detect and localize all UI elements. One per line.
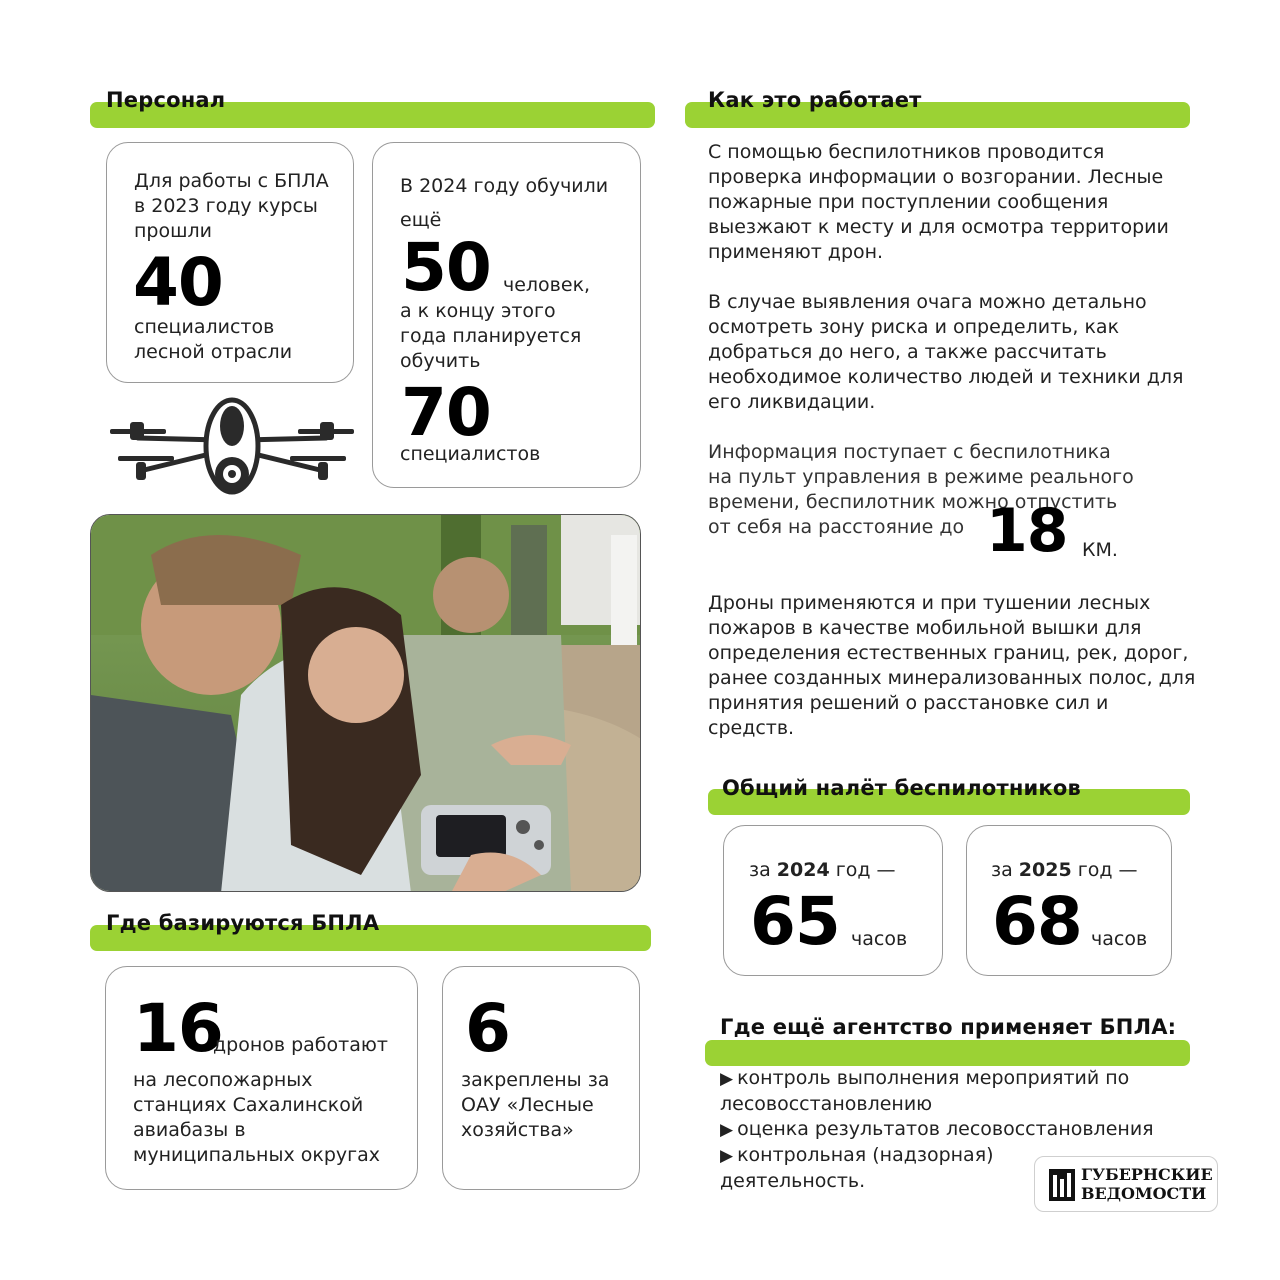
photo-drone-operators — [90, 514, 641, 892]
staff-2024-text-mid: а к концу этого года планируется обучить — [400, 300, 582, 372]
flight-2024-prefix: за — [749, 859, 771, 881]
bases-drones-number: 16 — [133, 990, 223, 1067]
staff-2024-unit: человек, — [503, 274, 591, 296]
bullet-triangle-icon: ▶ — [720, 1069, 734, 1089]
bases-drones-unit: дронов работают — [213, 1034, 388, 1056]
flight-2025-label — [991, 858, 1138, 883]
flight-header: Общий налёт беспилотников — [722, 776, 1082, 800]
staff-2023-text-bottom: специалистов лесной отрасли — [134, 316, 293, 363]
newspaper-logo-icon — [1049, 1169, 1075, 1201]
flight-2024-unit: часов — [851, 928, 908, 950]
newspaper-logo-text — [1081, 1165, 1213, 1203]
how-header: Как это работает — [708, 88, 922, 112]
newspaper-logo — [1034, 1156, 1218, 1212]
bases-drones-text: на лесопожарных станциях Сахалинской авиабазы в муниципальных округах — [133, 1069, 381, 1166]
distance-number: 18 — [986, 496, 1068, 566]
flight-2024-year: 2024 — [776, 859, 830, 881]
other-header-bar — [705, 1040, 1190, 1066]
other-list-item — [720, 1143, 1020, 1194]
bases-assigned-text: закреплены за ОАУ «Лесные хозяйства» — [461, 1069, 610, 1141]
other-header: Где ещё агентство применяет БПЛА: — [720, 1015, 1177, 1039]
distance-unit: КМ. — [1082, 539, 1118, 561]
how-p1-text: С помощью беспилотников проводится проверка информации о возгорании. Лесные пожарные при поступлении сообщения выезжают к месту и для осмотра территории применяют дрон. — [708, 141, 1169, 263]
bases-card-drones — [105, 966, 418, 1190]
other-list-item — [720, 1117, 1200, 1143]
logo-line-1: ГУБЕРНСКИЕ — [1081, 1165, 1213, 1184]
bullet-triangle-icon: ▶ — [720, 1146, 734, 1166]
staff-2024-number-50: 50 — [401, 229, 491, 306]
flight-2024-label — [749, 858, 896, 883]
logo-line-2: ВЕДОМОСТИ — [1081, 1184, 1207, 1203]
staff-card-2024 — [372, 142, 641, 488]
how-paragraph-1 — [708, 140, 1200, 265]
how-paragraph-4 — [708, 591, 1200, 741]
other-item-text: оценка результатов лесовосстановления — [737, 1118, 1154, 1140]
staff-header: Персонал — [106, 88, 226, 112]
staff-2023-number: 40 — [133, 244, 223, 321]
bases-header: Где базируются БПЛА — [106, 911, 380, 935]
flight-2025-prefix: за — [991, 859, 1013, 881]
flight-2025-year: 2025 — [1018, 859, 1072, 881]
flight-2025-suffix: год — — [1077, 859, 1138, 881]
flight-2025-value: 68 — [992, 883, 1082, 960]
bases-card-assigned — [442, 966, 640, 1190]
how-p3-text: Информация поступает с беспилотника на пульт управления в режиме реального времени, беспилотник можно отпустить от себя на расстояние до — [708, 441, 1134, 538]
flight-card-2024 — [723, 825, 943, 976]
bullet-triangle-icon: ▶ — [720, 1120, 734, 1140]
flight-2025-unit: часов — [1091, 928, 1148, 950]
bases-assigned-number: 6 — [465, 990, 510, 1067]
staff-2023-text-top: Для работы с БПЛА в 2023 году курсы прошли — [134, 170, 329, 242]
drone-icon — [108, 396, 356, 500]
staff-2024-text-top: В 2024 году обучили ещё — [400, 175, 609, 231]
flight-2024-value: 65 — [750, 883, 840, 960]
other-item-text: контроль выполнения мероприятий по лесовосстановлению — [720, 1067, 1130, 1115]
staff-2024-number-70: 70 — [401, 374, 491, 451]
how-p4-text: Дроны применяются и при тушении лесных пожаров в качестве мобильной вышки для определения естественных границ, рек, дорог, ранее созданных минерализованных полос, для принятия решений о расстановке сил и средств. — [708, 592, 1196, 739]
other-item-text: контрольная (надзорная) деятельность. — [720, 1144, 994, 1192]
other-list-item — [720, 1066, 1200, 1117]
staff-card-2023 — [106, 142, 354, 383]
how-paragraph-2 — [708, 290, 1200, 415]
flight-2024-suffix: год — — [835, 859, 896, 881]
how-p2-text: В случае выявления очага можно детально осмотреть зону риска и определить, как добраться до него, а также рассчитать необходимое количество людей и техники для его ликвидации. — [708, 291, 1184, 413]
flight-card-2025 — [966, 825, 1172, 976]
staff-2024-text-bottom: специалистов — [400, 443, 541, 465]
